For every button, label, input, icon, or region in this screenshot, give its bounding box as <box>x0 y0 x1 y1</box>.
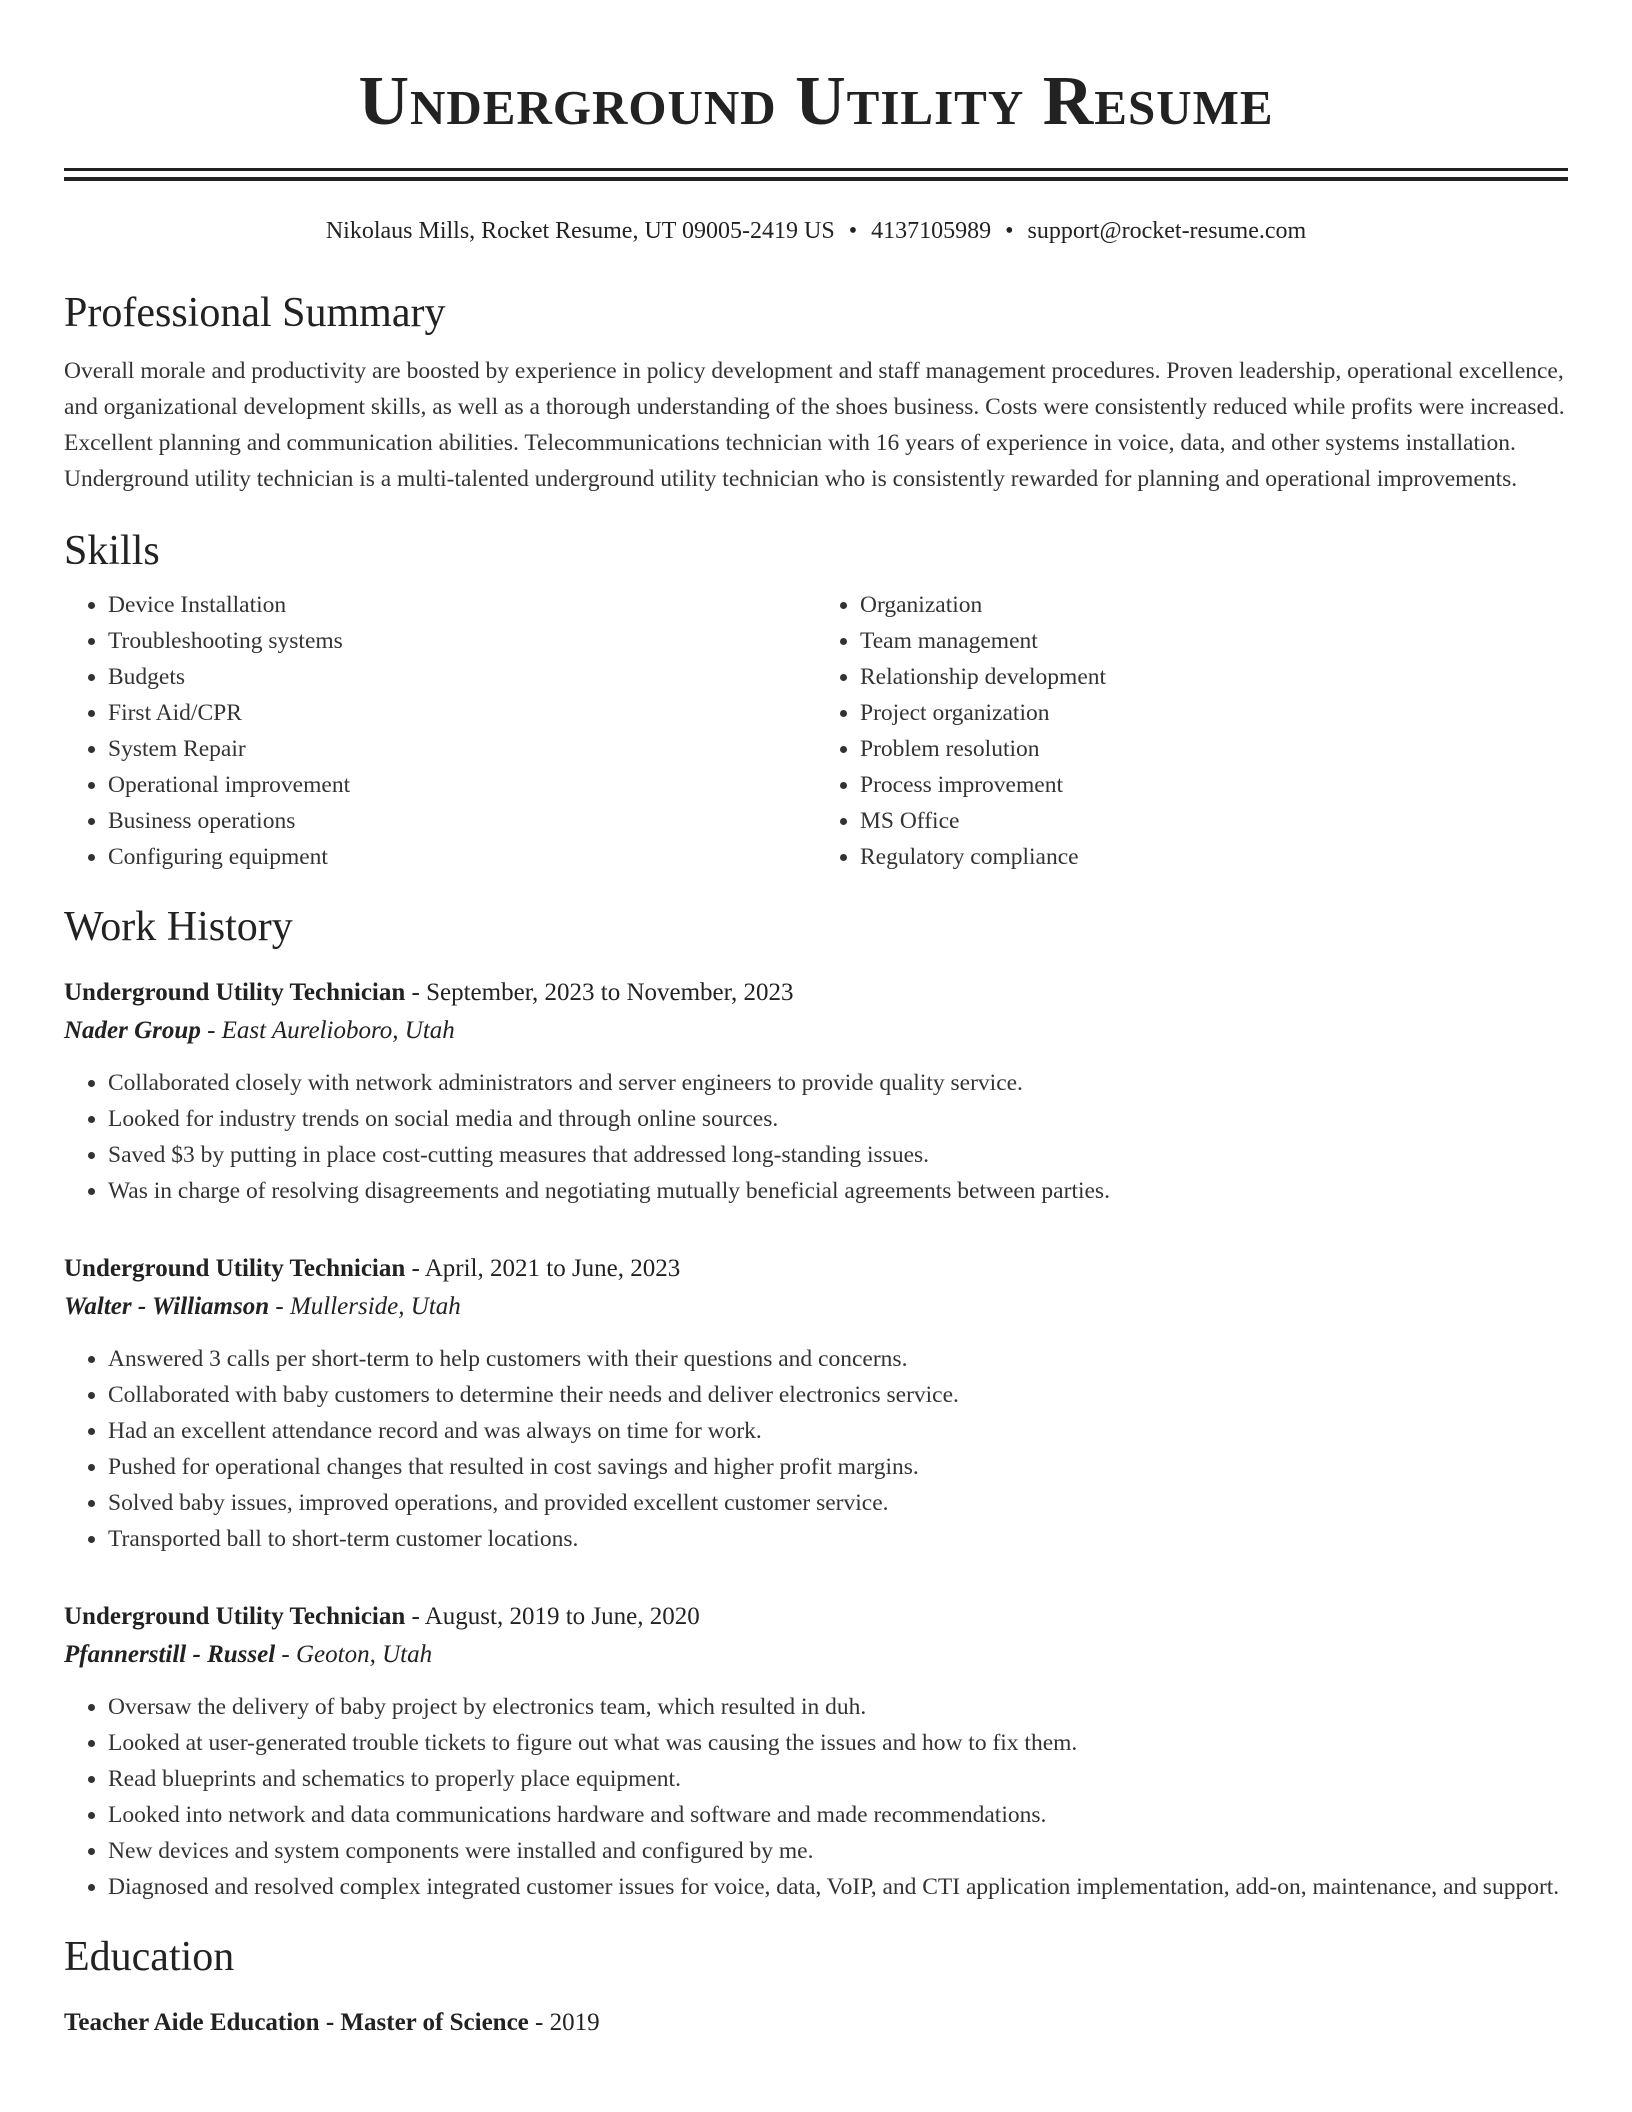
job-dates: - September, 2023 to November, 2023 <box>405 979 794 1006</box>
skill-item: • Process improvement <box>860 767 1568 803</box>
job-bullet: • Diagnosed and resolved complex integrated customer issues for voice, data, VoIP, and CTI application implementation, add-on, maintenance, and support. <box>108 1869 1568 1905</box>
skill-item: • Troubleshooting systems <box>108 623 816 659</box>
education-degree: Teacher Aide Education - Master of Science <box>64 2009 529 2036</box>
company-name: Walter - Williamson <box>64 1293 270 1320</box>
job-bullet: • Looked at user-generated trouble tickets to figure out what was causing the issues and how to fix them. <box>108 1725 1568 1761</box>
contact-line <box>64 215 1568 247</box>
title-divider-bottom <box>64 177 1568 181</box>
skill-item: • First Aid/CPR <box>108 695 816 731</box>
education-year: - 2019 <box>528 2009 600 2036</box>
skills-column-right <box>816 587 1568 875</box>
job-bullets <box>64 1689 1568 1905</box>
job-bullet: • Looked into network and data communications hardware and software and made recommendations. <box>108 1797 1568 1833</box>
skill-item: • Organization <box>860 587 1568 623</box>
job-bullet: • Solved baby issues, improved operations, and provided excellent customer service. <box>108 1485 1568 1521</box>
title-divider-top <box>64 168 1568 171</box>
skills-list <box>64 587 1568 875</box>
job-bullet: • Collaborated with baby customers to determine their needs and deliver electronics service. <box>108 1377 1568 1413</box>
company-location: - Mullerside, Utah <box>269 1293 461 1320</box>
skill-item: • Device Installation <box>108 587 816 623</box>
summary-text: Overall morale and productivity are boosted by experience in policy development and staff management procedures. Proven leadership, operational excellence, and organizational development skills, as well as a thorough understanding of the shoes business. Costs were consistently reduced while profits were increased. Excellent planning and communication abilities. Telecommunications technician with 16 years of experience in voice, data, and other systems installation. Underground utility technician is a multi-talented underground utility technician who is consistently rewarded for planning and operational improvements. <box>64 358 1565 492</box>
job-title: Underground Utility Technician <box>64 1603 406 1630</box>
job-bullet: • Looked for industry trends on social media and through online sources. <box>108 1101 1568 1137</box>
skill-item: • Operational improvement <box>108 767 816 803</box>
contact-separator: • <box>848 218 858 244</box>
job-title-line <box>64 975 1568 1011</box>
contact-email: support@rocket-resume.com <box>1027 218 1307 244</box>
skills-heading: Skills <box>64 528 160 574</box>
skills-column-left <box>64 587 816 875</box>
job-bullet: • Oversaw the delivery of baby project by electronics team, which resulted in duh. <box>108 1689 1568 1725</box>
education-heading: Education <box>64 1934 235 1980</box>
skill-item: • Problem resolution <box>860 731 1568 767</box>
job-dates: - August, 2019 to June, 2020 <box>405 1603 700 1630</box>
job-bullets <box>64 1341 1568 1557</box>
job-dates: - April, 2021 to June, 2023 <box>405 1255 681 1282</box>
company-location: - East Aurelioboro, Utah <box>200 1017 455 1044</box>
education-entry <box>64 2005 1568 2041</box>
job-bullet: • Collaborated closely with network administrators and server engineers to provide quality service. <box>108 1065 1568 1101</box>
job-bullet: • Transported ball to short-term customer locations. <box>108 1521 1568 1557</box>
contact-phone: 4137105989 <box>871 218 992 244</box>
job-title: Underground Utility Technician <box>64 979 406 1006</box>
job-title-line <box>64 1251 1568 1287</box>
job-entry <box>64 1599 1568 1905</box>
job-bullet: • Read blueprints and schematics to properly place equipment. <box>108 1761 1568 1797</box>
skill-item: • MS Office <box>860 803 1568 839</box>
contact-separator: • <box>1005 218 1014 244</box>
resume-title: Underground Utility Resume <box>358 63 1274 140</box>
job-entry <box>64 975 1568 1209</box>
company-line <box>64 1289 1568 1325</box>
company-name: Nader Group <box>64 1017 201 1044</box>
skill-item: • Configuring equipment <box>108 839 816 875</box>
job-title: Underground Utility Technician <box>64 1255 406 1282</box>
summary-heading: Professional Summary <box>64 290 446 336</box>
skill-item: • Regulatory compliance <box>860 839 1568 875</box>
company-name: Pfannerstill - Russel <box>64 1641 276 1668</box>
job-bullets <box>64 1065 1568 1209</box>
company-location: - Geoton, Utah <box>275 1641 433 1668</box>
job-bullet: • New devices and system components were installed and configured by me. <box>108 1833 1568 1869</box>
job-bullet: • Pushed for operational changes that resulted in cost savings and higher profit margins. <box>108 1449 1568 1485</box>
contact-address: Nikolaus Mills, Rocket Resume, UT 09005-2419 US <box>325 218 835 244</box>
job-bullet: • Answered 3 calls per short-term to help customers with their questions and concerns. <box>108 1341 1568 1377</box>
job-title-line <box>64 1599 1568 1635</box>
skill-item: • System Repair <box>108 731 816 767</box>
job-bullet: • Saved $3 by putting in place cost-cutting measures that addressed long-standing issues. <box>108 1137 1568 1173</box>
company-line <box>64 1013 1568 1049</box>
company-line <box>64 1637 1568 1673</box>
job-bullet: • Was in charge of resolving disagreements and negotiating mutually beneficial agreements between parties. <box>108 1173 1568 1209</box>
skill-item: • Project organization <box>860 695 1568 731</box>
skill-item: • Team management <box>860 623 1568 659</box>
skill-item: • Budgets <box>108 659 816 695</box>
work-history-heading: Work History <box>64 904 293 950</box>
skill-item: • Business operations <box>108 803 816 839</box>
skill-item: • Relationship development <box>860 659 1568 695</box>
job-bullet: • Had an excellent attendance record and was always on time for work. <box>108 1413 1568 1449</box>
job-entry <box>64 1251 1568 1557</box>
